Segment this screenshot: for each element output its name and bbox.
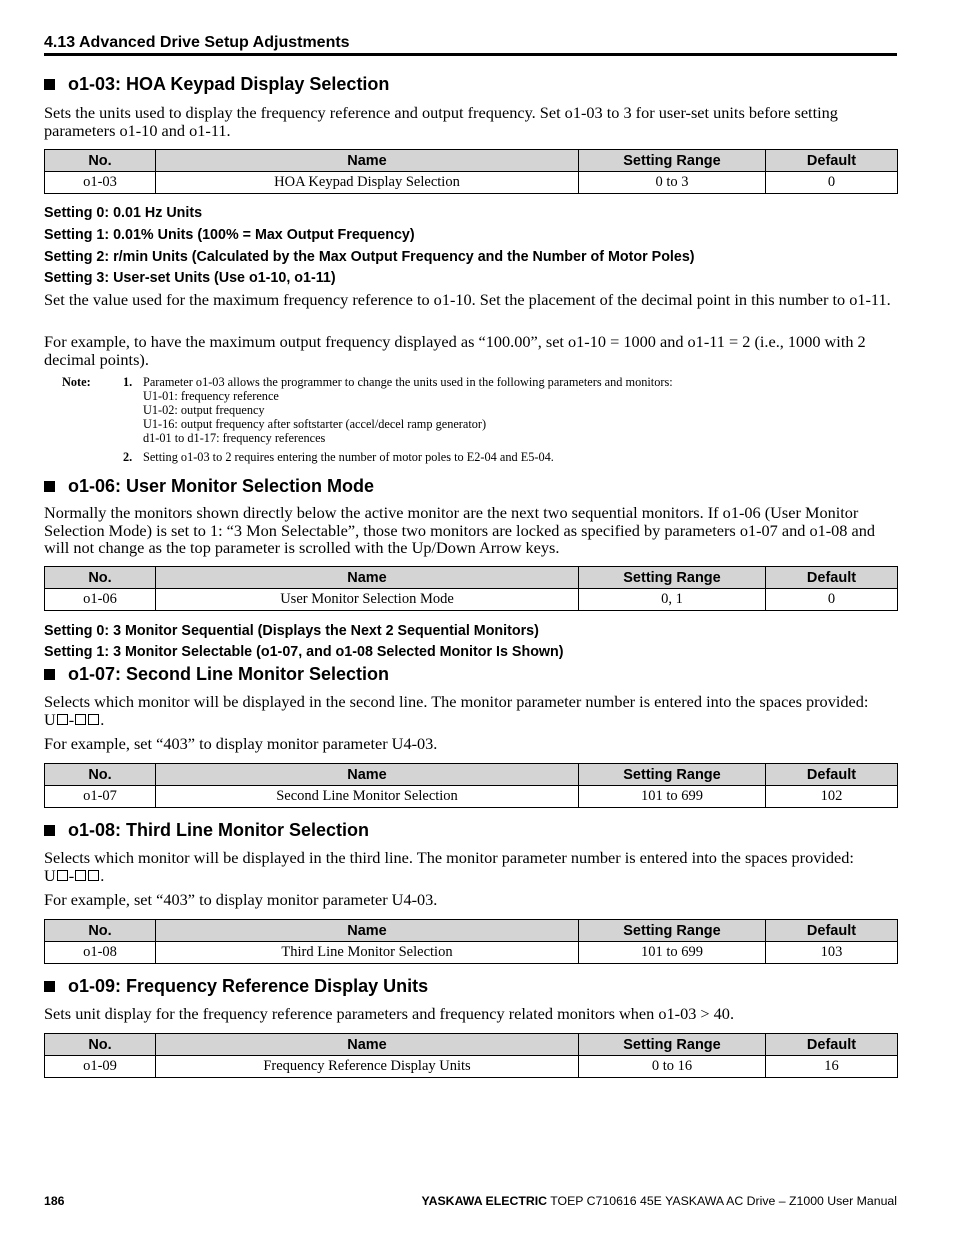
column-header-default: Default — [766, 764, 898, 786]
intro-dash: - — [68, 865, 75, 885]
column-header-name: Name — [156, 150, 579, 172]
note-text: Setting o1-03 to 2 requires entering the number of motor poles to E2-04 and E5-04. — [143, 450, 554, 464]
cell-default: 0 — [766, 172, 898, 194]
column-header-default: Default — [766, 150, 898, 172]
column-header-name: Name — [156, 920, 579, 942]
cell-range: 0, 1 — [579, 589, 766, 611]
digit-box-icon — [57, 870, 68, 881]
section-heading-o1-07 — [44, 664, 389, 685]
column-header-no: No. — [45, 150, 156, 172]
table-header-row — [45, 150, 898, 172]
column-header-range: Setting Range — [579, 920, 766, 942]
section-intro — [44, 693, 899, 728]
setting-label: Setting 0: 0.01 Hz Units — [44, 205, 203, 221]
intro-suffix: . — [100, 709, 105, 729]
section-heading-text: o1-09: Frequency Reference Display Units — [68, 976, 429, 996]
column-header-range: Setting Range — [579, 1034, 766, 1056]
column-header-default: Default — [766, 567, 898, 589]
section-heading-o1-03 — [44, 74, 389, 95]
section-heading-o1-09 — [44, 976, 428, 997]
column-header-no: No. — [45, 1034, 156, 1056]
table-row — [45, 589, 898, 611]
parameter-table-o1-08 — [44, 919, 898, 964]
cell-range: 101 to 699 — [579, 786, 766, 808]
section-intro — [44, 849, 899, 884]
cell-default: 16 — [766, 1056, 898, 1078]
section-heading-text: o1-03: HOA Keypad Display Selection — [68, 74, 390, 94]
column-header-range: Setting Range — [579, 764, 766, 786]
cell-name: Frequency Reference Display Units — [156, 1056, 579, 1078]
cell-name: HOA Keypad Display Selection — [156, 172, 579, 194]
setting-label: Setting 1: 0.01% Units (100% = Max Output Frequency) — [44, 227, 415, 243]
table-row — [45, 1056, 898, 1078]
cell-default: 0 — [766, 589, 898, 611]
chapter-title: 4.13 Advanced Drive Setup Adjustments — [44, 34, 350, 51]
cell-range: 0 to 16 — [579, 1056, 766, 1078]
example-text: For example, set “403” to display monitor parameter U4-03. — [44, 890, 438, 909]
intro-text: Selects which monitor will be displayed in the third line. The monitor parameter number is entered into the spaces provided: — [44, 848, 854, 867]
parameter-table-o1-06 — [44, 566, 898, 611]
cell-range: 0 to 3 — [579, 172, 766, 194]
cell-no: o1-09 — [45, 1056, 156, 1078]
column-header-default: Default — [766, 1034, 898, 1056]
intro-dash: - — [68, 709, 75, 729]
parameter-table-o1-03 — [44, 149, 898, 194]
footer-doc-title: TOEP C710616 45E YASKAWA AC Drive – Z1000 User Manual — [547, 1194, 897, 1208]
section-intro: Normally the monitors shown directly below the active monitor are the next two sequential monitors. If o1-06 (User Monitor Selection Mode) is set to 1: “3 Mon Selectable”, those two monitors are locked as specified by parameters o1-07 and o1-08 and will not change as the top parameter is scrolled with the Up/Down Arrow keys. — [44, 503, 876, 557]
table-row — [45, 786, 898, 808]
table-row — [45, 942, 898, 964]
column-header-name: Name — [156, 567, 579, 589]
setting-label: Setting 1: 3 Monitor Selectable (o1-07, and o1-08 Selected Monitor Is Shown) — [44, 644, 564, 660]
column-header-range: Setting Range — [579, 150, 766, 172]
intro-prefix: U — [44, 865, 56, 885]
page-number: 186 — [44, 1194, 65, 1208]
note-text: Parameter o1-03 allows the programmer to change the units used in the following parameters and monitors: — [143, 375, 673, 389]
section-heading-o1-06 — [44, 476, 374, 497]
column-header-name: Name — [156, 764, 579, 786]
section-heading-text: o1-08: Third Line Monitor Selection — [68, 820, 370, 840]
note-number: 1. — [123, 375, 133, 389]
footer-brand: YASKAWA ELECTRIC — [421, 1194, 548, 1208]
table-header-row — [45, 764, 898, 786]
column-header-default: Default — [766, 920, 898, 942]
note-text: d1-01 to d1-17: frequency references — [143, 431, 326, 445]
section-intro: Sets unit display for the frequency reference parameters and frequency related monitors when o1-03 > 40. — [44, 1004, 735, 1023]
example-text: For example, set “403” to display monitor parameter U4-03. — [44, 734, 438, 753]
intro-text: Selects which monitor will be displayed in the second line. The monitor parameter number is entered into the spaces provided: — [44, 692, 869, 711]
cell-name: Third Line Monitor Selection — [156, 942, 579, 964]
bullet-square-icon — [44, 79, 55, 90]
header-divider — [44, 53, 897, 56]
note-text: U1-02: output frequency — [143, 403, 265, 417]
section-heading-text: o1-06: User Monitor Selection Mode — [68, 476, 375, 496]
bullet-square-icon — [44, 481, 55, 492]
body-paragraph: For example, to have the maximum output frequency displayed as “100.00”, set o1-10 = 1000 and o1-11 = 2 (i.e., 1000 with 2 decimal points). — [44, 332, 866, 369]
digit-box-icon — [75, 870, 86, 881]
cell-no: o1-03 — [45, 172, 156, 194]
parameter-table-o1-09 — [44, 1033, 898, 1078]
column-header-no: No. — [45, 764, 156, 786]
intro-suffix: . — [100, 865, 105, 885]
section-intro: Sets the units used to display the frequency reference and output frequency. Set o1-03 to 3 for user-set units before setting parameters o1-10 and o1-11. — [44, 103, 838, 140]
note-text: U1-01: frequency reference — [143, 389, 279, 403]
table-row — [45, 172, 898, 194]
setting-label: Setting 2: r/min Units (Calculated by the Max Output Frequency and the Number of Motor Poles) — [44, 249, 695, 265]
cell-no: o1-07 — [45, 786, 156, 808]
table-header-row — [45, 567, 898, 589]
footer-document-info — [422, 1194, 897, 1208]
column-header-no: No. — [45, 567, 156, 589]
cell-default: 103 — [766, 942, 898, 964]
note-text: U1-16: output frequency after softstarter (accel/decel ramp generator) — [143, 417, 487, 431]
bullet-square-icon — [44, 669, 55, 680]
note-number: 2. — [123, 450, 133, 464]
table-header-row — [45, 920, 898, 942]
cell-no: o1-06 — [45, 589, 156, 611]
bullet-square-icon — [44, 825, 55, 836]
cell-name: Second Line Monitor Selection — [156, 786, 579, 808]
body-paragraph: Set the value used for the maximum frequency reference to o1-10. Set the placement of the decimal point in this number to o1-11. — [44, 290, 891, 309]
section-heading-text: o1-07: Second Line Monitor Selection — [68, 664, 390, 684]
cell-default: 102 — [766, 786, 898, 808]
setting-label: Setting 0: 3 Monitor Sequential (Displays the Next 2 Sequential Monitors) — [44, 623, 539, 639]
digit-box-icon — [88, 870, 99, 881]
section-heading-o1-08 — [44, 820, 369, 841]
table-header-row — [45, 1034, 898, 1056]
digit-box-icon — [88, 714, 99, 725]
column-header-range: Setting Range — [579, 567, 766, 589]
digit-box-icon — [57, 714, 68, 725]
intro-prefix: U — [44, 709, 56, 729]
digit-box-icon — [75, 714, 86, 725]
column-header-name: Name — [156, 1034, 579, 1056]
column-header-no: No. — [45, 920, 156, 942]
cell-name: User Monitor Selection Mode — [156, 589, 579, 611]
note-label: Note: — [62, 375, 91, 389]
parameter-table-o1-07 — [44, 763, 898, 808]
bullet-square-icon — [44, 981, 55, 992]
cell-range: 101 to 699 — [579, 942, 766, 964]
cell-no: o1-08 — [45, 942, 156, 964]
setting-label: Setting 3: User-set Units (Use o1-10, o1-11) — [44, 270, 336, 286]
